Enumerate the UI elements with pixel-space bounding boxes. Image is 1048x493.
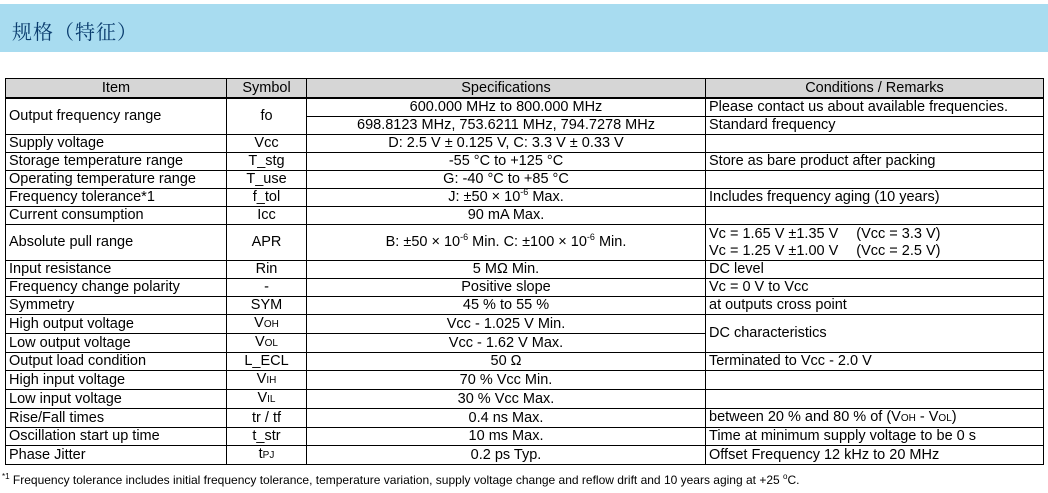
footnote-unit: C. bbox=[787, 473, 800, 487]
item-cell: Frequency change polarity bbox=[6, 279, 227, 297]
remark-cell: Time at minimum supply voltage to be 0 s bbox=[706, 428, 1044, 446]
spec-cell: D: 2.5 V ± 0.125 V, C: 3.3 V ± 0.33 V bbox=[307, 135, 706, 153]
symbol-text: V bbox=[254, 315, 264, 331]
footnote-marker: *1 bbox=[2, 472, 10, 481]
table-row bbox=[6, 371, 1044, 390]
item-cell: High input voltage bbox=[6, 371, 227, 390]
table-row bbox=[6, 446, 1044, 465]
item-cell: Frequency tolerance*1 bbox=[6, 189, 227, 207]
table-row bbox=[6, 225, 1044, 261]
symbol-subscript: OL bbox=[264, 338, 278, 349]
table-row bbox=[6, 207, 1044, 225]
remark-cell: DC level bbox=[706, 261, 1044, 279]
spec-cell: 50 Ω bbox=[307, 353, 706, 371]
table-row bbox=[6, 428, 1044, 446]
remark-cell: Standard frequency bbox=[706, 117, 1044, 135]
remark-cell: Terminated to Vcc - 2.0 V bbox=[706, 353, 1044, 371]
item-cell: High output voltage bbox=[6, 315, 227, 334]
symbol-cell: SYM bbox=[227, 297, 307, 315]
symbol-cell: Vcc bbox=[227, 135, 307, 153]
spec-cell: Vcc - 1.025 V Min. bbox=[307, 315, 706, 334]
spec-text: B: ±50 × 10 bbox=[385, 234, 461, 250]
footnote-text: Frequency tolerance includes initial frequency tolerance, temperature variation, supply voltage change and reflow drift and 10 years aging at +25 bbox=[9, 473, 784, 487]
symbol-text: V bbox=[256, 371, 267, 387]
symbol-cell bbox=[227, 315, 307, 334]
spec-cell bbox=[307, 225, 706, 261]
remark-cell bbox=[706, 135, 1044, 153]
spec-cell: Positive slope bbox=[307, 279, 706, 297]
spec-cell: -55 °C to +125 °C bbox=[307, 153, 706, 171]
footnote bbox=[2, 473, 799, 487]
table-row bbox=[6, 279, 1044, 297]
item-cell: Output load condition bbox=[6, 353, 227, 371]
section-header bbox=[0, 4, 1048, 52]
symbol-cell: Rin bbox=[227, 261, 307, 279]
remark-text: Vc = 1.25 V ±1.00 V bbox=[709, 242, 839, 259]
remark-cell bbox=[706, 171, 1044, 189]
spec-cell: 30 % Vcc Max. bbox=[307, 390, 706, 409]
remark-line bbox=[709, 226, 1040, 243]
item-cell: Phase Jitter bbox=[6, 446, 227, 465]
symbol-cell: - bbox=[227, 279, 307, 297]
symbol-cell: t_str bbox=[227, 428, 307, 446]
item-cell: Storage temperature range bbox=[6, 153, 227, 171]
spec-text: Min. C: ±100 × 10 bbox=[468, 234, 587, 250]
table-row bbox=[6, 135, 1044, 153]
symbol-text: V bbox=[257, 390, 268, 406]
spec-cell: 45 % to 55 % bbox=[307, 297, 706, 315]
symbol-text: t bbox=[258, 446, 263, 462]
symbol-cell: fo bbox=[227, 98, 307, 135]
column-header-item: Item bbox=[6, 79, 227, 99]
remark-cell bbox=[706, 409, 1044, 428]
table-row bbox=[6, 315, 1044, 334]
exponent: -6 bbox=[520, 188, 529, 198]
exponent: -6 bbox=[460, 232, 469, 243]
symbol-subscript: IH bbox=[266, 375, 277, 386]
item-cell: Current consumption bbox=[6, 207, 227, 225]
item-cell: Symmetry bbox=[6, 297, 227, 315]
symbol-cell bbox=[227, 334, 307, 353]
remark-cell: at outputs cross point bbox=[706, 297, 1044, 315]
table-row bbox=[6, 261, 1044, 279]
table-row bbox=[6, 189, 1044, 207]
symbol-cell: T_stg bbox=[227, 153, 307, 171]
remark-cell bbox=[706, 225, 1044, 261]
spec-text: J: ±50 × 10 bbox=[448, 189, 521, 205]
degree-symbol: o bbox=[783, 472, 788, 481]
item-cell: Low output voltage bbox=[6, 334, 227, 353]
column-header-specifications: Specifications bbox=[307, 79, 706, 99]
remark-text: between 20 % and 80 % of (V bbox=[709, 409, 901, 425]
spec-cell: 698.8123 MHz, 753.6211 MHz, 794.7278 MHz bbox=[307, 117, 706, 135]
table-row bbox=[6, 153, 1044, 171]
symbol-cell: APR bbox=[227, 225, 307, 261]
table-row bbox=[6, 390, 1044, 409]
spec-cell: 0.2 ps Typ. bbox=[307, 446, 706, 465]
remark-line bbox=[709, 243, 1040, 260]
symbol-cell bbox=[227, 390, 307, 409]
remark-text: (Vcc = 3.3 V) bbox=[856, 225, 941, 242]
exponent: -6 bbox=[586, 232, 595, 243]
symbol-subscript: PJ bbox=[262, 450, 275, 461]
specifications-table bbox=[5, 78, 1044, 465]
remark-cell: Includes frequency aging (10 years) bbox=[706, 189, 1044, 207]
item-cell: Supply voltage bbox=[6, 135, 227, 153]
item-cell: Low input voltage bbox=[6, 390, 227, 409]
remark-cell: DC characteristics bbox=[706, 315, 1044, 353]
spec-text: Min. bbox=[594, 234, 627, 250]
item-cell: Oscillation start up time bbox=[6, 428, 227, 446]
remark-cell: Store as bare product after packing bbox=[706, 153, 1044, 171]
remark-cell bbox=[706, 371, 1044, 390]
spec-cell: 10 ms Max. bbox=[307, 428, 706, 446]
remark-text: Vc = 1.65 V ±1.35 V bbox=[709, 225, 839, 242]
column-header-symbol: Symbol bbox=[227, 79, 307, 99]
column-header-conditions: Conditions / Remarks bbox=[706, 79, 1044, 99]
table-header-row bbox=[6, 79, 1044, 99]
spec-cell: Vcc - 1.62 V Max. bbox=[307, 334, 706, 353]
table-row bbox=[6, 297, 1044, 315]
spec-cell: 70 % Vcc Min. bbox=[307, 371, 706, 390]
remark-subscript: OH bbox=[900, 413, 916, 424]
remark-subscript: OL bbox=[938, 413, 952, 424]
symbol-text: V bbox=[254, 334, 265, 350]
spec-cell: 0.4 ns Max. bbox=[307, 409, 706, 428]
symbol-cell bbox=[227, 446, 307, 465]
table-row bbox=[6, 409, 1044, 428]
symbol-cell: Icc bbox=[227, 207, 307, 225]
item-cell: Output frequency range bbox=[6, 98, 227, 135]
remark-cell bbox=[706, 207, 1044, 225]
item-cell: Input resistance bbox=[6, 261, 227, 279]
remark-cell: Offset Frequency 12 kHz to 20 MHz bbox=[706, 446, 1044, 465]
symbol-cell: f_tol bbox=[227, 189, 307, 207]
table-row bbox=[6, 171, 1044, 189]
remark-text: - V bbox=[915, 409, 939, 425]
remark-cell: Vc = 0 V to Vcc bbox=[706, 279, 1044, 297]
remark-cell bbox=[706, 390, 1044, 409]
spec-cell: 5 MΩ Min. bbox=[307, 261, 706, 279]
spec-cell: 90 mA Max. bbox=[307, 207, 706, 225]
symbol-cell bbox=[227, 371, 307, 390]
table-row bbox=[6, 98, 1044, 117]
remark-text: ) bbox=[951, 409, 957, 425]
spec-cell bbox=[307, 189, 706, 207]
symbol-cell: L_ECL bbox=[227, 353, 307, 371]
item-cell: Rise/Fall times bbox=[6, 409, 227, 428]
spec-cell: G: -40 °C to +85 °C bbox=[307, 171, 706, 189]
table-row bbox=[6, 353, 1044, 371]
spec-text: Max. bbox=[528, 189, 564, 205]
section-title: 规格（特征） bbox=[12, 20, 138, 44]
item-cell: Absolute pull range bbox=[6, 225, 227, 261]
remark-cell: Please contact us about available frequencies. bbox=[706, 98, 1044, 117]
symbol-subscript: OH bbox=[263, 319, 279, 330]
symbol-cell: T_use bbox=[227, 171, 307, 189]
spec-cell: 600.000 MHz to 800.000 MHz bbox=[307, 98, 706, 117]
symbol-cell: tr / tf bbox=[227, 409, 307, 428]
remark-text: (Vcc = 2.5 V) bbox=[856, 242, 941, 259]
symbol-subscript: IL bbox=[267, 394, 276, 405]
item-cell: Operating temperature range bbox=[6, 171, 227, 189]
